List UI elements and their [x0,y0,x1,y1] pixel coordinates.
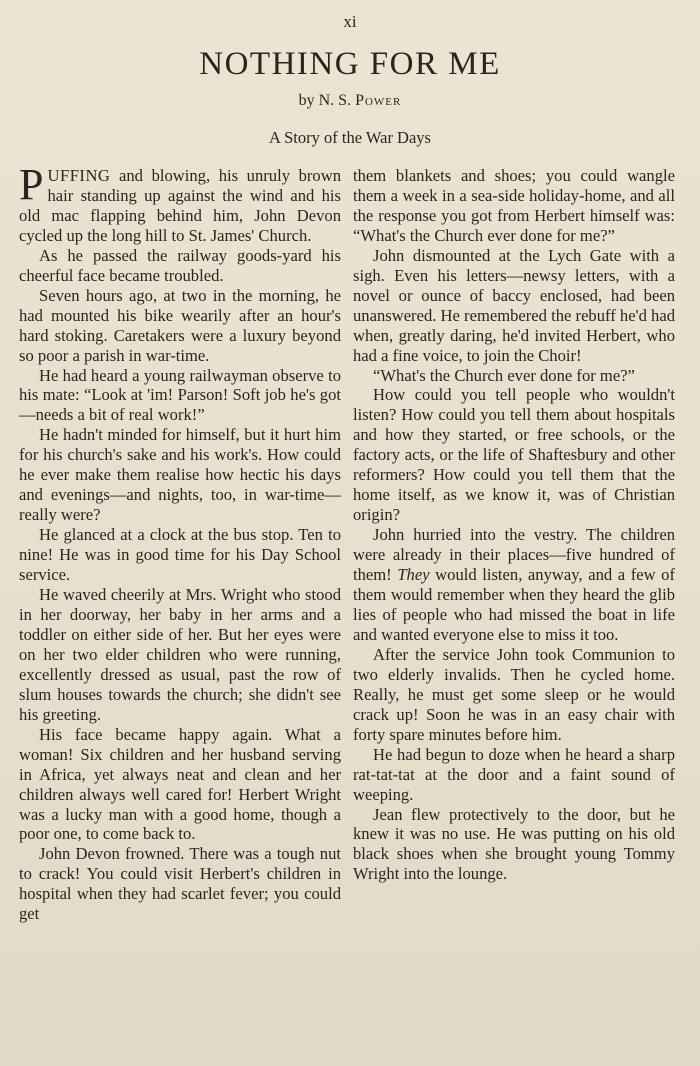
paragraph: them blankets and shoes; you could wangle them a week in a sea-side holiday-home, and all the response you got from Herbert himself was: “What's the Church ever done for me?” [353,166,675,245]
paragraph: John Devon frowned. There was a tough nut to crack! You could visit Herbert's children in hospital when they had scarlet fever; you could get [19,844,341,924]
paragraph-text: would listen, anyway, and a few of them would remember when they heard the glib lies of people who had missed the boat in life and wanted everyone else to miss it too. [353,565,675,644]
left-column [19,160,341,924]
paragraph: How could you tell people who wouldn't listen? How could you tell them about hospitals and how they started, or free schools, or the factory acts, or the life of Shaftesbury and other reformers? How could you tell them that the home itself, as we know it, was of Christian origin? [353,385,675,525]
paragraph: Jean flew protectively to the door, but he knew it was no use. He was putting on his old black shoes when she brought young Tommy Wright into the lounge. [353,804,675,884]
page-number: xi [343,12,357,31]
byline-prefix: by N. S. [298,92,352,109]
author-surname: Power [355,92,402,109]
paragraph: John dismounted at the Lych Gate with a sigh. Even his letters—newsy letters, with a novel or ounce of baccy enclosed, had been unanswered. He remembered the rebuff he'd had when, greatly daring, he'd invited Herbert, who had a fine voice, to join the Choir! [353,245,675,365]
story-title: NOTHING FOR ME [199,46,501,82]
paragraph: After the service John took Communion to two elderly invalids. Then he cycled home. Really, he must get some sleep or he would crack up! Soon he was in an easy chair with forty spare minutes before him. [353,644,675,744]
paragraph-text: John hurried into the vestry. The children were already in their places—five hundred of them! [353,525,675,585]
drop-cap: P [19,160,44,209]
paragraph: “What's the Church ever done for me?” [373,365,635,385]
paragraph: His face became happy again. What a woman! Six children and her husband serving in Africa, yet always neat and clean and her children always well cared for! Herbert Wright was a lucky man with a good home, though a poor one, to come back to. [19,724,341,844]
paragraph: He glanced at a clock at the bus stop. Ten to nine! He was in good time for his Day School service. [19,525,341,585]
paragraph: Seven hours ago, at two in the morning, he had mounted his bike wearily after an hour's hard stoking. Caretakers were a luxury beyond so poor a parish in war-time. [19,285,341,365]
paragraph: As he passed the railway goods-yard his cheerful face became troubled. [19,245,341,285]
byline [0,92,700,110]
opening-word: UFFING [47,166,111,185]
right-column [353,166,675,884]
paragraph: He waved cheerily at Mrs. Wright who stood in her doorway, her baby in her arms and a toddler on either side of her. But her eyes were on her two elder children who were running, excellently dressed as usual, past the row of slum houses towards the church; she didn't see his greeting. [19,585,341,724]
paragraph: He had heard a young railwayman observe to his mate: “Look at 'im! Parson! Soft job he's got—needs a bit of real work!” [19,365,341,425]
paragraph [353,525,675,645]
paragraph: He hadn't minded for himself, but it hurt him for his church's sake and his work's. How could he ever make them realise how hectic his days and evenings—and nights, too, in war-time—really were? [19,425,341,525]
paragraph [19,160,341,246]
emphasis: They [397,565,430,585]
paragraph-text: and blowing, his unruly brown hair standing up against the wind and his old mac flapping behind him, John Devon cycled up the long hill to St. James' Church. [19,166,341,245]
paragraph: He had begun to doze when he heard a sharp rat-tat-tat at the door and a faint sound of weeping. [353,744,675,804]
story-subtitle: A Story of the War Days [269,128,431,147]
